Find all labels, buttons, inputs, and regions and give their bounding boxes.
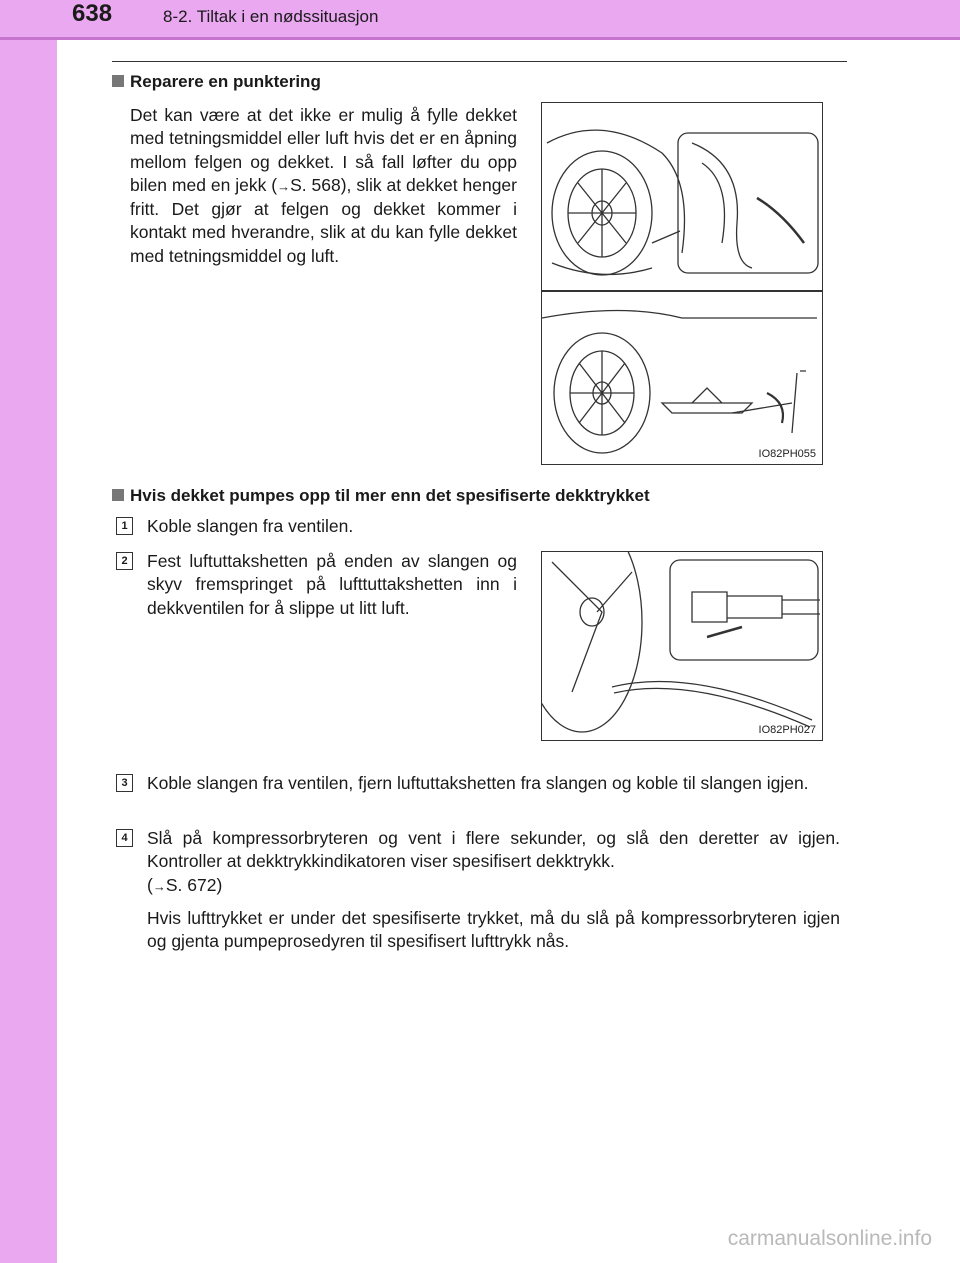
paragraph-text-cont: ), slik at dekket henger fritt. Det gjør at felgen og dekket kommer i kontakt med hverandre, slik at du kan fylle dekket med tetningsmiddel og luft. [130, 174, 517, 266]
section-title-repair [112, 71, 321, 93]
header-underline [0, 37, 960, 40]
divider [112, 61, 847, 62]
page-number: 638 [72, 0, 113, 27]
paragraph-text: Det kan være at det ikke er mulig å fylle dekket med tetningsmiddel eller luft hvis det er en åpning mellom felgen og dekket. I så fall løfter du opp bilen med en jekk ( [130, 105, 517, 195]
bullet-square-icon [112, 75, 124, 87]
section-title-text: Reparere en punktering [130, 72, 321, 91]
step-1-text: Koble slangen fra ventilen. [147, 516, 354, 536]
figure-code: IO82PH027 [758, 724, 816, 736]
step-badge-1: 1 [116, 517, 133, 535]
reference-arrow-icon: → [277, 178, 291, 194]
repair-paragraph [130, 104, 517, 268]
bullet-square-icon [112, 489, 124, 501]
step-4-body: Slå på kompressorbryteren og vent i flere sekunder, og slå den deretter av igjen. Kontroller at dekktrykkindikatoren viser spesifisert dekktrykk. [147, 828, 840, 872]
page-reference[interactable]: S. 568 [290, 174, 341, 195]
reference-arrow-icon: → [152, 878, 166, 894]
watermark: carmanualsonline.info [727, 1227, 932, 1250]
side-tab-bar [0, 0, 57, 1263]
valve-illustration [542, 552, 822, 740]
step-badge-3: 3 [116, 774, 133, 792]
page-reference[interactable]: S. 672 [165, 874, 217, 895]
step-badge-2: 2 [116, 552, 133, 570]
step-4-text: Slå på kompressorbryteren og vent i flere sekunder, og slå den deretter av igjen. Kontroller at dekktrykkindikatoren viser spesifisert dekktrykk. (→S. 672) [147, 828, 840, 895]
figure-valve-cap [541, 551, 823, 741]
header-band [0, 0, 960, 40]
note-paragraph: Hvis lufttrykket er under det spesifiserte trykket, må du slå på kompressorbryteren igjen og gjenta pumpeprosedyren til spesifisert lufttrykk nås. [147, 908, 840, 952]
section-title-overinflated [112, 485, 650, 507]
figure-jack-wheel [541, 102, 823, 465]
section-title-text: Hvis dekket pumpes opp til mer enn det spesifiserte dekktrykket [130, 486, 650, 505]
step-3-text: Koble slangen fra ventilen, fjern luftuttakshetten fra slangen og koble til slangen igjen. [147, 773, 809, 793]
section-header: 8-2. Tiltak i en nødssituasjon [163, 7, 379, 26]
step-2-text: Fest luftuttakshetten på enden av slangen og skyv fremspringet på lufttuttakshetten inn i dekkventilen for å slippe ut litt luft. [147, 551, 517, 618]
step-badge-4: 4 [116, 829, 133, 847]
figure-code: IO82PH055 [758, 448, 816, 460]
jack-illustration [542, 103, 822, 464]
